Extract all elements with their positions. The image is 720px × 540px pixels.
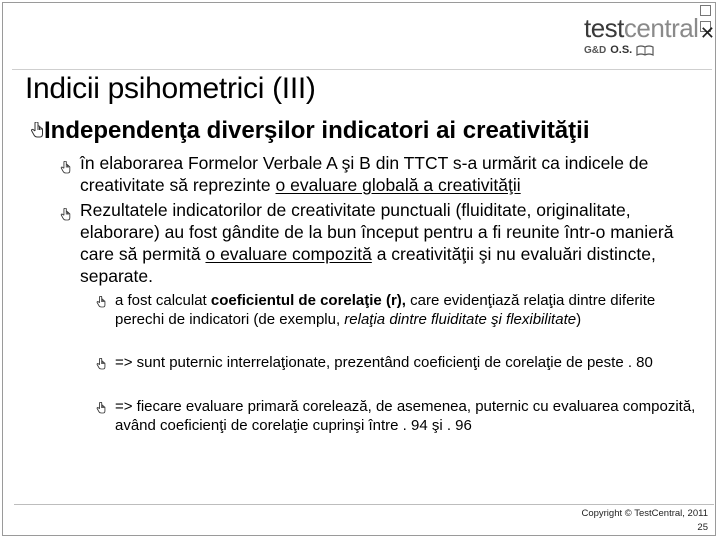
gsd-logo: G&D xyxy=(584,44,607,56)
footer xyxy=(581,507,708,535)
bullet-item xyxy=(60,199,700,287)
slide-title: Indicii psihometrici (III) xyxy=(25,72,316,105)
italic-phrase: relaţia dintre fluiditate şi flexibilitate xyxy=(344,310,577,328)
bold-phrase: coeficientul de corelaţie (r), xyxy=(210,292,406,309)
sub-bullet-text: a fost calculat coeficientul de corelaţie (r), care evidenţiază relaţia dintre diferite perechi de indicatori (de exemplu, relaţia dintre fluiditate şi flexibilitate) xyxy=(115,292,656,328)
sub-bullet-text: => sunt puternic interrelaţionate, prezentând coeficienţi de corelaţie de peste . 80 xyxy=(115,354,653,371)
heading-text: Independenţa diverşilor indicatori ai creativităţii xyxy=(44,117,590,144)
sub-bullet-item xyxy=(96,354,700,376)
logo-wordmark: testcentral xyxy=(584,13,699,43)
square-icon[interactable] xyxy=(700,5,711,16)
close-icon[interactable]: ✕ xyxy=(699,23,715,43)
hand-pointer-icon xyxy=(96,358,106,370)
bullet-item xyxy=(60,152,700,196)
copyright-text: Copyright © TestCentral, 2011 xyxy=(581,508,708,519)
underlined-phrase: o evaluare globală a creativităţii xyxy=(275,175,521,195)
sub-bullet-text: => fiecare evaluare primară corelează, de asemenea, puternic cu evaluarea compozită, având coeficienţi de corelaţie cuprinşi între . 94 şi . 96 xyxy=(115,398,696,434)
hand-pointer-icon xyxy=(96,402,106,414)
main-bullet xyxy=(30,116,589,146)
book-icon xyxy=(636,45,654,56)
footer-divider xyxy=(14,504,714,505)
testcentral-logo xyxy=(584,14,700,64)
logo-partners xyxy=(584,44,700,56)
sub-bullet-item xyxy=(96,398,700,435)
underlined-phrase: o evaluare compozită xyxy=(205,244,372,264)
hand-pointer-icon xyxy=(60,208,71,221)
bullet-text: în elaborarea Formelor Verbale A şi B din TTCT s-a urmărit ca indicele de creativitate să reprezinte o evaluare globală a creativităţii xyxy=(80,153,649,195)
gos-logo: O.S. xyxy=(610,44,633,56)
hand-pointer-icon xyxy=(60,161,71,174)
hand-pointer-icon xyxy=(96,296,106,308)
hand-pointer-icon xyxy=(30,122,44,138)
sub-bullet-item xyxy=(96,292,700,329)
bullet-text: Rezultatele indicatorilor de creativitate punctuali (fluiditate, originalitate, elaborare) au fost gândite de la bun început pentru a fi reunite într-o manieră care să permită o evaluare compozită a creativităţii şi nu evaluări distincte, separate. xyxy=(80,200,674,286)
page-number: 25 xyxy=(697,522,708,533)
